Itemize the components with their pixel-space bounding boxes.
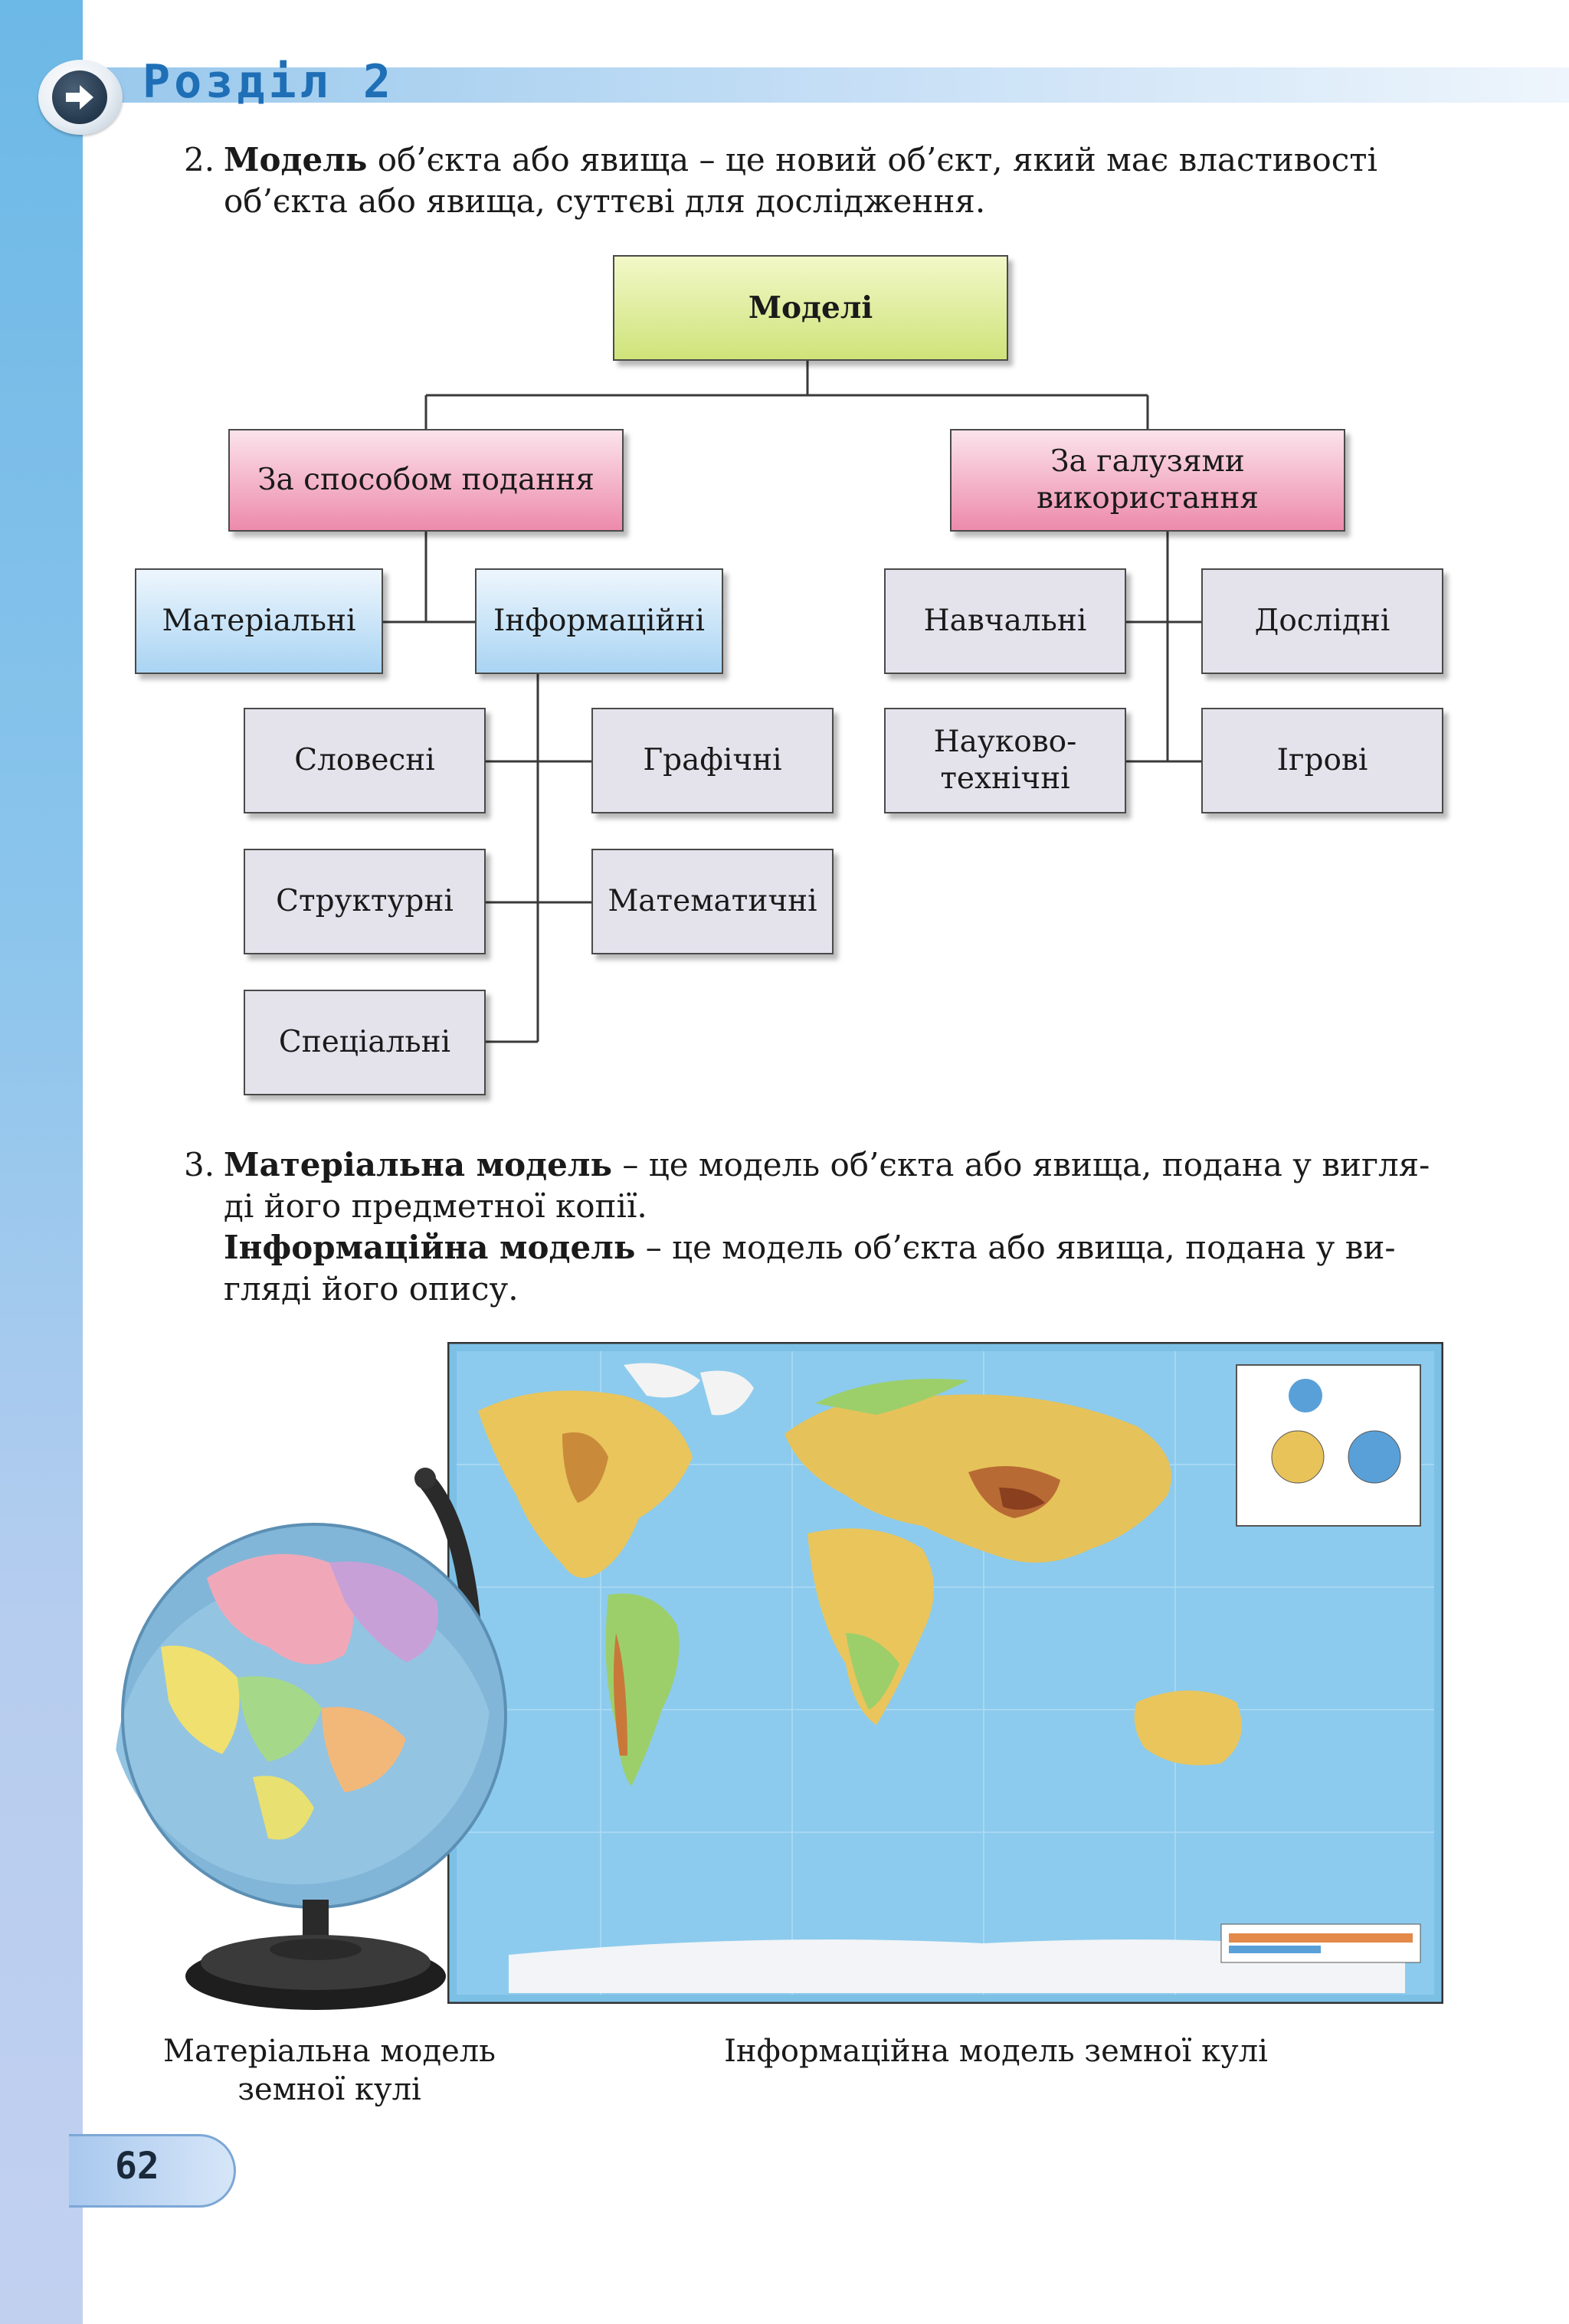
item-3-line-3-text: – це модель об’єкта або явища, подана у ви-	[635, 1229, 1396, 1266]
item-3-line-3	[224, 1227, 1442, 1268]
node-models: Моделі	[613, 255, 1008, 361]
item-2-number: 2.	[184, 141, 215, 178]
term-model: Модель	[224, 141, 368, 178]
node-structural: Структурні	[244, 849, 486, 954]
node-scientific-technical	[884, 708, 1126, 813]
caption-map: Інформаційна модель земної кулі	[724, 2034, 1268, 2069]
section-title: Розділ 2	[142, 55, 395, 109]
world-map-image	[447, 1342, 1443, 2004]
node-by-field	[950, 429, 1345, 532]
item-3-line-1	[224, 1144, 1442, 1186]
page-number: 62	[115, 2145, 159, 2188]
caption-globe-line-2: земної кулі	[237, 2072, 421, 2107]
node-by-field-line-1: За галузями	[1050, 444, 1245, 479]
term-material-model: Матеріальна модель	[224, 1146, 613, 1183]
caption-globe	[138, 2032, 521, 2109]
node-scitech-line-2: технічні	[940, 761, 1070, 796]
node-material: Матеріальні	[135, 568, 383, 674]
item-2-line-1-text: об’єкта або явища – це новий об’єкт, який має властивості	[367, 141, 1377, 178]
item-3-line-4: гляді його опису.	[224, 1270, 519, 1308]
item-3-line-2: ді його предметної копії.	[224, 1187, 647, 1225]
node-special: Спеціальні	[244, 990, 486, 1095]
node-informational: Інформаційні	[475, 568, 723, 674]
item-3-line-1-text: – це модель об’єкта або явища, подана у вигля-	[612, 1146, 1430, 1183]
node-graphic: Графічні	[591, 708, 834, 813]
term-informational-model: Інформаційна модель	[224, 1229, 636, 1266]
item-3-number: 3.	[184, 1146, 215, 1183]
node-scitech-line-1: Науково-	[933, 725, 1077, 759]
caption-globe-line-1: Матеріальна модель	[163, 2034, 496, 2069]
node-by-presentation: За способом подання	[228, 429, 624, 532]
node-research: Дослідні	[1201, 568, 1443, 674]
node-by-field-line-2: використання	[1036, 481, 1259, 516]
globe-image	[115, 1448, 575, 2015]
item-2-line-2: об’єкта або явища, суттєві для дослідження.	[224, 182, 986, 220]
node-educational: Навчальні	[884, 568, 1126, 674]
node-game: Ігрові	[1201, 708, 1443, 813]
node-mathematical: Математичні	[591, 849, 834, 954]
node-verbal: Словесні	[244, 708, 486, 813]
